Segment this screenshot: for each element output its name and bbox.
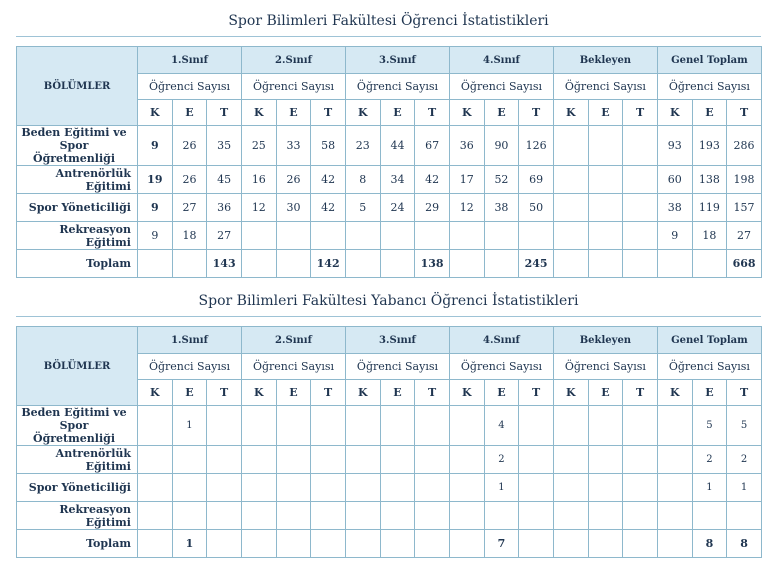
data-cell [380, 474, 415, 502]
data-cell [138, 406, 173, 446]
data-cell [623, 222, 658, 250]
data-cell [657, 446, 692, 474]
ket-header: E [380, 100, 415, 126]
table-row [17, 406, 762, 446]
data-cell [623, 406, 658, 446]
ket-header: K [345, 100, 380, 126]
student-count-label: Öğrenci Sayısı [138, 354, 242, 380]
data-cell: 50 [519, 194, 554, 222]
data-cell [415, 222, 450, 250]
data-cell: 44 [380, 126, 415, 166]
data-cell: 119 [692, 194, 727, 222]
data-cell: 1 [727, 474, 762, 502]
table-row [17, 194, 762, 222]
data-cell: 36 [449, 126, 484, 166]
data-cell [415, 502, 450, 530]
data-cell [241, 446, 276, 474]
total-cell: 668 [727, 250, 762, 278]
total-cell [138, 530, 173, 558]
data-cell: 69 [519, 166, 554, 194]
total-cell [207, 530, 242, 558]
ket-header: E [276, 100, 311, 126]
student-count-label: Öğrenci Sayısı [241, 74, 345, 100]
ket-header: T [623, 100, 658, 126]
data-cell [311, 474, 346, 502]
group-header: 2.Sınıf [241, 327, 345, 354]
group-header: 3.Sınıf [345, 327, 449, 354]
data-cell: 18 [692, 222, 727, 250]
data-cell: 26 [172, 166, 207, 194]
data-cell: 29 [415, 194, 450, 222]
total-cell [553, 250, 588, 278]
data-cell: 193 [692, 126, 727, 166]
data-cell [519, 502, 554, 530]
data-cell: 35 [207, 126, 242, 166]
total-cell [345, 530, 380, 558]
data-cell: 24 [380, 194, 415, 222]
total-cell [241, 250, 276, 278]
data-cell [588, 406, 623, 446]
table-title: Spor Bilimleri Fakültesi Öğrenci İstatistikleri [228, 13, 549, 29]
total-cell [138, 250, 173, 278]
data-cell [172, 474, 207, 502]
total-cell [449, 530, 484, 558]
ket-header: T [311, 380, 346, 406]
data-cell [449, 474, 484, 502]
data-cell: 45 [207, 166, 242, 194]
total-cell: 7 [484, 530, 519, 558]
total-cell [415, 530, 450, 558]
data-cell: 30 [276, 194, 311, 222]
ket-header: T [311, 100, 346, 126]
student-count-label: Öğrenci Sayısı [449, 74, 553, 100]
data-cell [241, 474, 276, 502]
data-cell [553, 502, 588, 530]
total-cell [276, 250, 311, 278]
data-cell: 126 [519, 126, 554, 166]
group-header: 1.Sınıf [138, 47, 242, 74]
table-row [17, 166, 762, 194]
ket-header: E [692, 100, 727, 126]
data-cell: 36 [207, 194, 242, 222]
department-name: Antrenörlük Eğitimi [17, 446, 138, 474]
data-cell [172, 446, 207, 474]
data-cell [553, 194, 588, 222]
data-cell: 4 [484, 406, 519, 446]
data-cell: 16 [241, 166, 276, 194]
total-cell [276, 530, 311, 558]
data-cell [484, 222, 519, 250]
data-cell: 60 [657, 166, 692, 194]
data-cell [727, 502, 762, 530]
data-cell [553, 474, 588, 502]
data-cell: 286 [727, 126, 762, 166]
total-cell: 143 [207, 250, 242, 278]
total-cell [311, 530, 346, 558]
data-cell [588, 502, 623, 530]
data-cell [138, 474, 173, 502]
departments-header: BÖLÜMLER [17, 327, 138, 406]
ket-header: T [519, 100, 554, 126]
data-cell: 27 [727, 222, 762, 250]
group-header: 4.Sınıf [449, 327, 553, 354]
ket-header: E [484, 380, 519, 406]
total-cell [657, 530, 692, 558]
data-cell [345, 446, 380, 474]
data-cell [207, 406, 242, 446]
department-name: Rekreasyon Eğitimi [17, 222, 138, 250]
data-cell [415, 474, 450, 502]
data-cell [380, 406, 415, 446]
data-cell: 27 [207, 222, 242, 250]
data-cell: 33 [276, 126, 311, 166]
data-cell: 2 [727, 446, 762, 474]
foreign-student-stats-table [16, 326, 762, 558]
data-cell [207, 446, 242, 474]
data-cell: 12 [241, 194, 276, 222]
ket-header: T [415, 100, 450, 126]
total-cell [380, 250, 415, 278]
student-count-label: Öğrenci Sayısı [345, 354, 449, 380]
data-cell: 52 [484, 166, 519, 194]
data-cell [311, 222, 346, 250]
group-header: Bekleyen [553, 327, 657, 354]
ket-header: K [449, 100, 484, 126]
data-cell [588, 446, 623, 474]
data-cell: 18 [172, 222, 207, 250]
student-count-label: Öğrenci Sayısı [657, 354, 761, 380]
data-cell [138, 502, 173, 530]
department-name: Spor Yöneticiliği [17, 474, 138, 502]
data-cell: 12 [449, 194, 484, 222]
total-cell: 245 [519, 250, 554, 278]
data-cell: 2 [484, 446, 519, 474]
data-cell [380, 446, 415, 474]
total-label: Toplam [17, 530, 138, 558]
data-cell: 5 [692, 406, 727, 446]
ket-header: K [138, 380, 173, 406]
data-cell: 157 [727, 194, 762, 222]
data-cell [623, 446, 658, 474]
ket-header: K [241, 100, 276, 126]
ket-header: K [553, 380, 588, 406]
data-cell [138, 446, 173, 474]
total-cell [172, 250, 207, 278]
department-name: Spor Yöneticiliği [17, 194, 138, 222]
data-cell [311, 502, 346, 530]
ket-header: E [172, 380, 207, 406]
data-cell [276, 446, 311, 474]
total-row [17, 530, 762, 558]
data-cell: 23 [345, 126, 380, 166]
department-name: Beden Eğitimi ve Spor Öğretmenliği [17, 126, 138, 166]
group-header: 2.Sınıf [241, 47, 345, 74]
title-divider [16, 36, 761, 37]
table-row [17, 446, 762, 474]
data-cell [345, 474, 380, 502]
data-cell: 1 [172, 406, 207, 446]
data-cell [207, 502, 242, 530]
data-cell: 27 [172, 194, 207, 222]
group-header: 3.Sınıf [345, 47, 449, 74]
total-cell [657, 250, 692, 278]
total-cell [345, 250, 380, 278]
data-cell [241, 222, 276, 250]
total-cell [241, 530, 276, 558]
ket-header: E [692, 380, 727, 406]
total-cell: 8 [692, 530, 727, 558]
data-cell [276, 502, 311, 530]
ket-header: K [241, 380, 276, 406]
data-cell [588, 474, 623, 502]
student-count-label: Öğrenci Sayısı [553, 74, 657, 100]
data-cell: 26 [276, 166, 311, 194]
data-cell [172, 502, 207, 530]
student-count-label: Öğrenci Sayısı [241, 354, 345, 380]
data-cell [380, 222, 415, 250]
ket-header: T [519, 380, 554, 406]
student-count-label: Öğrenci Sayısı [657, 74, 761, 100]
data-cell [484, 502, 519, 530]
data-cell [241, 502, 276, 530]
data-cell: 9 [138, 126, 173, 166]
ket-header: K [553, 100, 588, 126]
data-cell: 67 [415, 126, 450, 166]
data-cell [276, 474, 311, 502]
ket-header: E [380, 380, 415, 406]
table-row [17, 222, 762, 250]
data-cell [623, 126, 658, 166]
data-cell: 1 [484, 474, 519, 502]
data-cell [449, 502, 484, 530]
data-cell [588, 126, 623, 166]
student-count-label: Öğrenci Sayısı [553, 354, 657, 380]
data-cell: 5 [727, 406, 762, 446]
data-cell: 90 [484, 126, 519, 166]
title-divider [16, 316, 761, 317]
data-cell [415, 446, 450, 474]
total-cell [623, 530, 658, 558]
total-cell [484, 250, 519, 278]
total-label: Toplam [17, 250, 138, 278]
ket-header: T [727, 380, 762, 406]
total-cell [623, 250, 658, 278]
total-cell [588, 530, 623, 558]
data-cell [241, 406, 276, 446]
data-cell: 198 [727, 166, 762, 194]
ket-header: K [657, 380, 692, 406]
data-cell [657, 406, 692, 446]
data-cell: 58 [311, 126, 346, 166]
data-cell: 17 [449, 166, 484, 194]
student-count-label: Öğrenci Sayısı [345, 74, 449, 100]
data-cell [345, 222, 380, 250]
data-cell [449, 446, 484, 474]
table-title: Spor Bilimleri Fakültesi Yabancı Öğrenci İstatistikleri [198, 293, 579, 309]
group-header: 4.Sınıf [449, 47, 553, 74]
total-cell: 1 [172, 530, 207, 558]
data-cell [588, 222, 623, 250]
data-cell [449, 406, 484, 446]
department-name: Rekreasyon Eğitimi [17, 502, 138, 530]
data-cell [553, 406, 588, 446]
total-cell: 138 [415, 250, 450, 278]
data-cell: 42 [311, 194, 346, 222]
total-cell [692, 250, 727, 278]
data-cell [553, 166, 588, 194]
foreign-student-stats-section [16, 280, 761, 558]
data-cell: 26 [172, 126, 207, 166]
data-cell [657, 502, 692, 530]
ket-header: K [345, 380, 380, 406]
total-cell [553, 530, 588, 558]
data-cell [623, 194, 658, 222]
data-cell [276, 406, 311, 446]
student-stats-section [16, 0, 761, 278]
table-row [17, 126, 762, 166]
ket-header: K [138, 100, 173, 126]
ket-header: T [207, 100, 242, 126]
data-cell [623, 502, 658, 530]
department-name: Beden Eğitimi ve Spor Öğretmenliği [17, 406, 138, 446]
data-cell [588, 166, 623, 194]
student-stats-table [16, 46, 762, 278]
data-cell [657, 474, 692, 502]
data-cell: 2 [692, 446, 727, 474]
data-cell: 42 [415, 166, 450, 194]
ket-header: K [449, 380, 484, 406]
data-cell [692, 502, 727, 530]
total-cell [380, 530, 415, 558]
total-cell [519, 530, 554, 558]
group-header: Bekleyen [553, 47, 657, 74]
data-cell: 42 [311, 166, 346, 194]
data-cell [519, 474, 554, 502]
ket-header: E [276, 380, 311, 406]
data-cell [415, 406, 450, 446]
departments-header: BÖLÜMLER [17, 47, 138, 126]
data-cell: 38 [657, 194, 692, 222]
ket-header: T [207, 380, 242, 406]
data-cell [519, 446, 554, 474]
data-cell [623, 166, 658, 194]
data-cell [553, 126, 588, 166]
data-cell [553, 222, 588, 250]
data-cell: 38 [484, 194, 519, 222]
data-cell: 8 [345, 166, 380, 194]
data-cell: 9 [138, 222, 173, 250]
ket-header: K [657, 100, 692, 126]
student-count-label: Öğrenci Sayısı [138, 74, 242, 100]
ket-header: E [588, 100, 623, 126]
ket-header: E [484, 100, 519, 126]
data-cell [623, 474, 658, 502]
data-cell [311, 446, 346, 474]
data-cell: 19 [138, 166, 173, 194]
data-cell [449, 222, 484, 250]
data-cell: 138 [692, 166, 727, 194]
group-header: Genel Toplam [657, 327, 761, 354]
ket-header: E [588, 380, 623, 406]
data-cell: 93 [657, 126, 692, 166]
data-cell [345, 502, 380, 530]
data-cell [519, 406, 554, 446]
total-cell: 142 [311, 250, 346, 278]
department-name: Antrenörlük Eğitimi [17, 166, 138, 194]
group-header: 1.Sınıf [138, 327, 242, 354]
data-cell: 9 [657, 222, 692, 250]
total-cell: 8 [727, 530, 762, 558]
ket-header: T [623, 380, 658, 406]
data-cell: 9 [138, 194, 173, 222]
data-cell [207, 474, 242, 502]
data-cell: 1 [692, 474, 727, 502]
ket-header: E [172, 100, 207, 126]
total-cell [588, 250, 623, 278]
ket-header: T [415, 380, 450, 406]
data-cell [276, 222, 311, 250]
data-cell [380, 502, 415, 530]
data-cell [588, 194, 623, 222]
data-cell [311, 406, 346, 446]
data-cell: 5 [345, 194, 380, 222]
data-cell [519, 222, 554, 250]
group-header: Genel Toplam [657, 47, 761, 74]
total-cell [449, 250, 484, 278]
total-row [17, 250, 762, 278]
data-cell: 34 [380, 166, 415, 194]
ket-header: T [727, 100, 762, 126]
table-row [17, 474, 762, 502]
data-cell [345, 406, 380, 446]
table-row [17, 502, 762, 530]
student-count-label: Öğrenci Sayısı [449, 354, 553, 380]
data-cell [553, 446, 588, 474]
data-cell: 25 [241, 126, 276, 166]
